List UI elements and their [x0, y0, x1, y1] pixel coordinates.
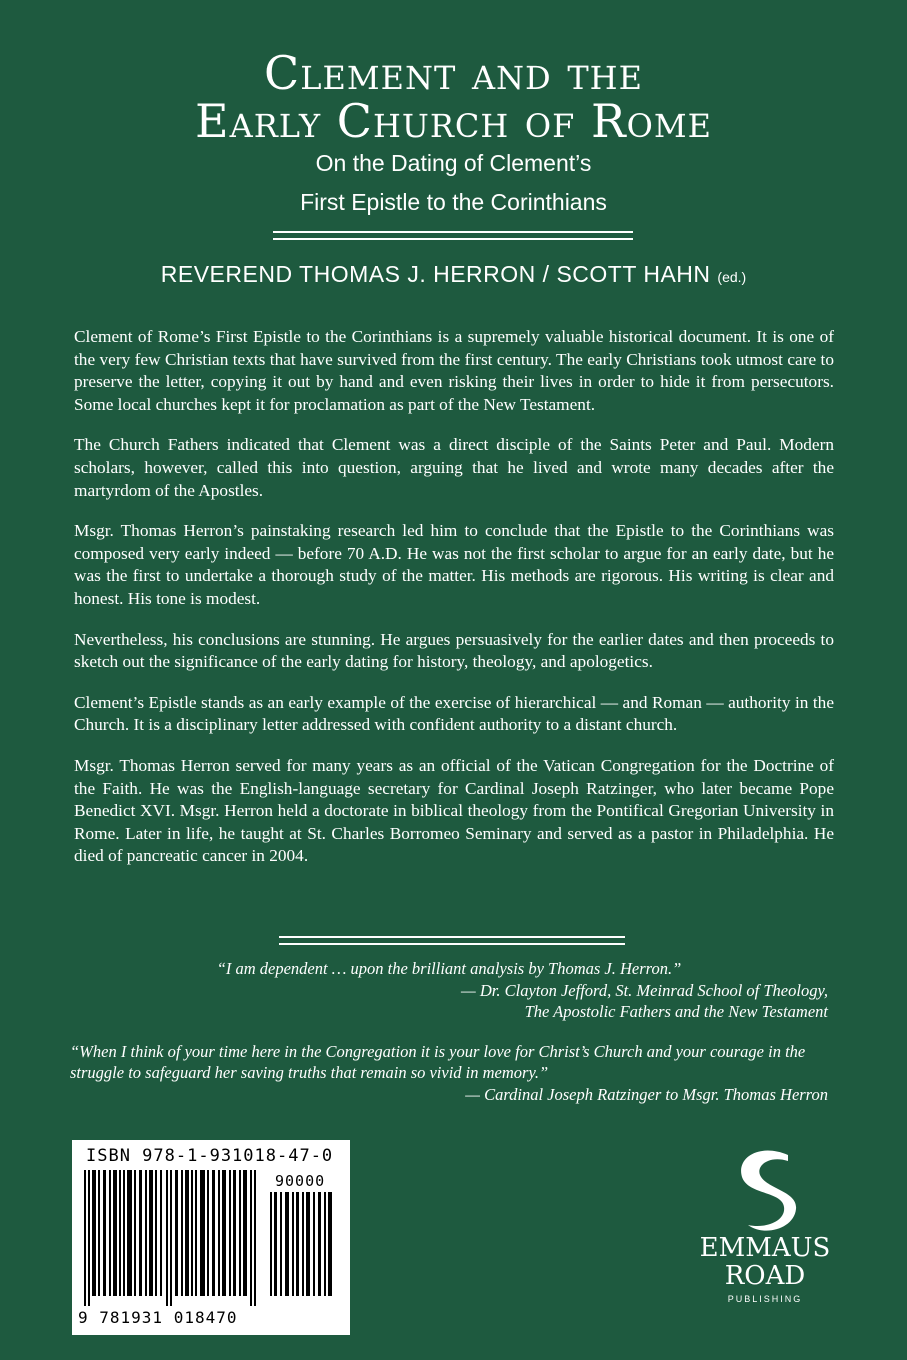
- paragraph: Clement of Rome’s First Epistle to the Corinthians is a supremely valuable historical document. It is one of the very few Christian texts that have survived from the first century. The early Christians took utmost care to preserve the letter, copying it out by hand and even risking their lives in order to hide it from persecutors. Some local churches kept it for proclamation as part of the New Testament.: [74, 327, 834, 414]
- subtitle-line-2: First Epistle to the Corinthians: [300, 189, 607, 215]
- endorsements: [70, 958, 828, 1105]
- authors-names: REVEREND THOMAS J. HERRON / SCOTT HAHN: [160, 261, 711, 287]
- book-title-line-1: Clement and the: [264, 46, 643, 100]
- quote-attribution: — Cardinal Joseph Ratzinger to Msgr. Thomas Herron: [465, 1084, 828, 1104]
- ean-number: 9 781931 018470: [78, 1308, 238, 1327]
- isbn-barcode: [72, 1140, 350, 1335]
- paragraph: Nevertheless, his conclusions are stunning. He argues persuasively for the earlier dates and then proceeds to sketch out the significance of the early dating for history, theology, and apologetics.: [74, 629, 834, 672]
- quote-text: “I am dependent … upon the brilliant analysis by Thomas J. Herron.”: [216, 959, 682, 978]
- divider-rule: [273, 231, 633, 233]
- publisher-word-1: EMMAUS: [699, 1233, 831, 1263]
- publisher-word-2: ROAD: [724, 1261, 806, 1291]
- quote-text: “When I think of your time here in the Congregation it is your love for Christ’s Church and your courage in the struggle to safeguard her saving truths that remain so vivid in memory.”: [70, 1041, 806, 1082]
- subtitle-line-1: On the Dating of Clement’s: [315, 150, 592, 176]
- emmaus-road-s-icon: [690, 1145, 840, 1237]
- divider-rule: [279, 943, 625, 945]
- divider-rule: [273, 238, 633, 240]
- paragraph: The Church Fathers indicated that Clement was a direct disciple of the Saints Peter and Paul. Modern scholars, however, called this into question, arguing that he lived and wrote many decades after the martyrdom of the Apostles.: [74, 435, 834, 500]
- book-title-line-2: Early Church of Rome: [195, 94, 712, 148]
- editor-tag: (ed.): [717, 269, 747, 285]
- price-code: 90000: [275, 1172, 326, 1190]
- isbn-text: ISBN 978-1-931018-47-0: [86, 1146, 334, 1166]
- quote-attribution: — Dr. Clayton Jefford, St. Meinrad School of Theology,: [461, 980, 828, 1000]
- divider-rule: [279, 936, 625, 938]
- endorsement: [70, 1041, 828, 1106]
- quote-source: The Apostolic Fathers and the New Testament: [524, 1002, 828, 1021]
- price-barcode-bars: [270, 1192, 336, 1296]
- paragraph: Clement’s Epistle stands as an early example of the exercise of hierarchical — and Roman — authority in the Church. It is a disciplinary letter addressed with confident authority to a distant church.: [74, 692, 834, 735]
- publisher-word-3: PUBLISHING: [727, 1294, 803, 1304]
- endorsement: [70, 958, 828, 1023]
- description: [74, 326, 834, 886]
- paragraph: Msgr. Thomas Herron served for many years as an official of the Vatican Congregation for the Doctrine of the Faith. He was the English-language secretary for Cardinal Joseph Ratzinger, who later became Pope Benedict XVI. Msgr. Herron held a doctorate in biblical theology from the Pontifical Gregorian University in Rome. Later in life, he taught at St. Charles Borromeo Seminary and served as a pastor in Philadelphia. He died of pancreatic cancer in 2004.: [74, 755, 834, 866]
- publisher-logo: [690, 1145, 840, 1335]
- authors-line: [0, 263, 907, 286]
- paragraph: Msgr. Thomas Herron’s painstaking research led him to conclude that the Epistle to the Corinthians was composed very early indeed — before 70 A.D. He was not the first scholar to argue for an early date, but he was the first to undertake a thorough study of the matter. His methods are rigorous. His writing is clear and honest. His tone is modest.: [74, 521, 834, 608]
- barcode-bars: [84, 1170, 264, 1306]
